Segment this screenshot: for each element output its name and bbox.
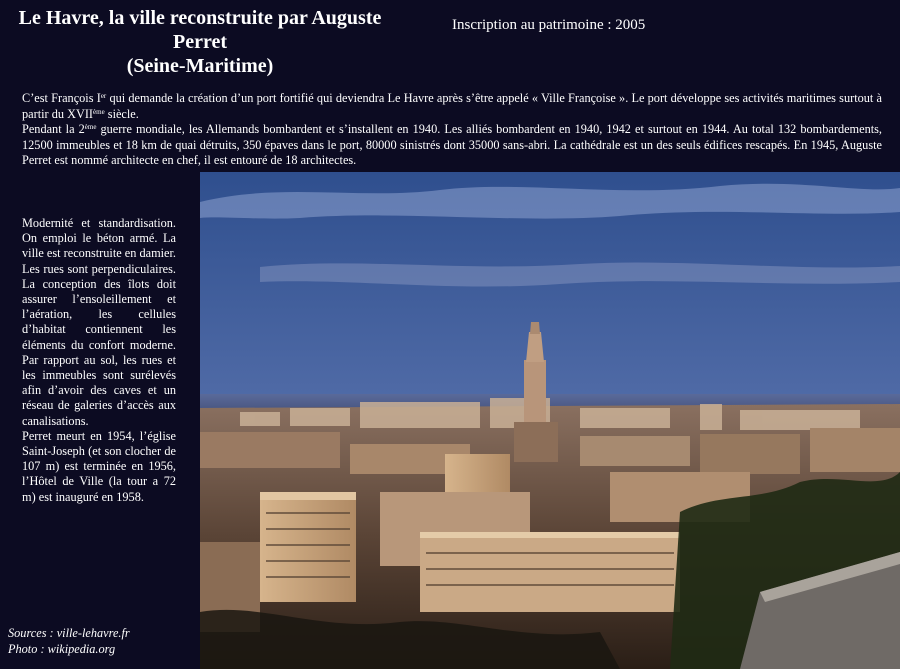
inscription-date: Inscription au patrimoine : 2005	[452, 17, 646, 33]
title-line-3: (Seine-Maritime)	[126, 55, 274, 77]
side-paragraph-1: Modernité et standardisation. On emploi le béton armé. La ville est reconstruite en damier. Les rues sont perpendiculaires. La conception des îlots doit assurer l’ensoleillement et l’aération, les cellules d’habitat contiennent les éléments du confort moderne. Par rapport au sol, les rues et les immeubles sont surélevés afin d’avoir des caves et un réseau de galeries d’accès aux canalisations.	[22, 216, 176, 428]
sources	[8, 626, 130, 657]
page-title	[0, 6, 400, 78]
photo-credit-line: Photo : wikipedia.org	[8, 641, 116, 656]
sources-line: Sources : ville-lehavre.fr	[8, 626, 130, 640]
title-line-1: Le Havre, la ville reconstruite par Auguste	[18, 7, 382, 29]
intro-paragraph-1: C’est François Ier qui demande la création d’un port fortifié qui deviendra Le Havre après s’être appelé « Ville Françoise ». Le port développe ses activités maritimes surtout à partir du XVIIème siècle.	[22, 91, 882, 121]
side-text	[22, 216, 176, 505]
intro-text	[22, 91, 882, 169]
city-photo	[200, 172, 900, 669]
intro-paragraph-2: Pendant la 2ème guerre mondiale, les Allemands bombardent et s’installent en 1940. Les alliés bombardent en 1940, 1942 et surtout en 1944. Au total 132 bombardements, 12500 immeubles et 18 km de quai détruits, 350 épaves dans le port, 80000 sinistrés dont 35000 sans-abri. La cathédrale est un des seuls édifices rescapés. En 1945, Auguste Perret est nommé architecte en chef, il est entouré de 18 architectes.	[22, 122, 882, 167]
side-paragraph-2: Perret meurt en 1954, l’église Saint-Joseph (et son clocher de 107 m) est terminée en 1956, l’Hôtel de Ville (la tour a 72 m) est inauguré en 1958.	[22, 428, 176, 504]
title-line-2: Perret	[172, 31, 228, 53]
